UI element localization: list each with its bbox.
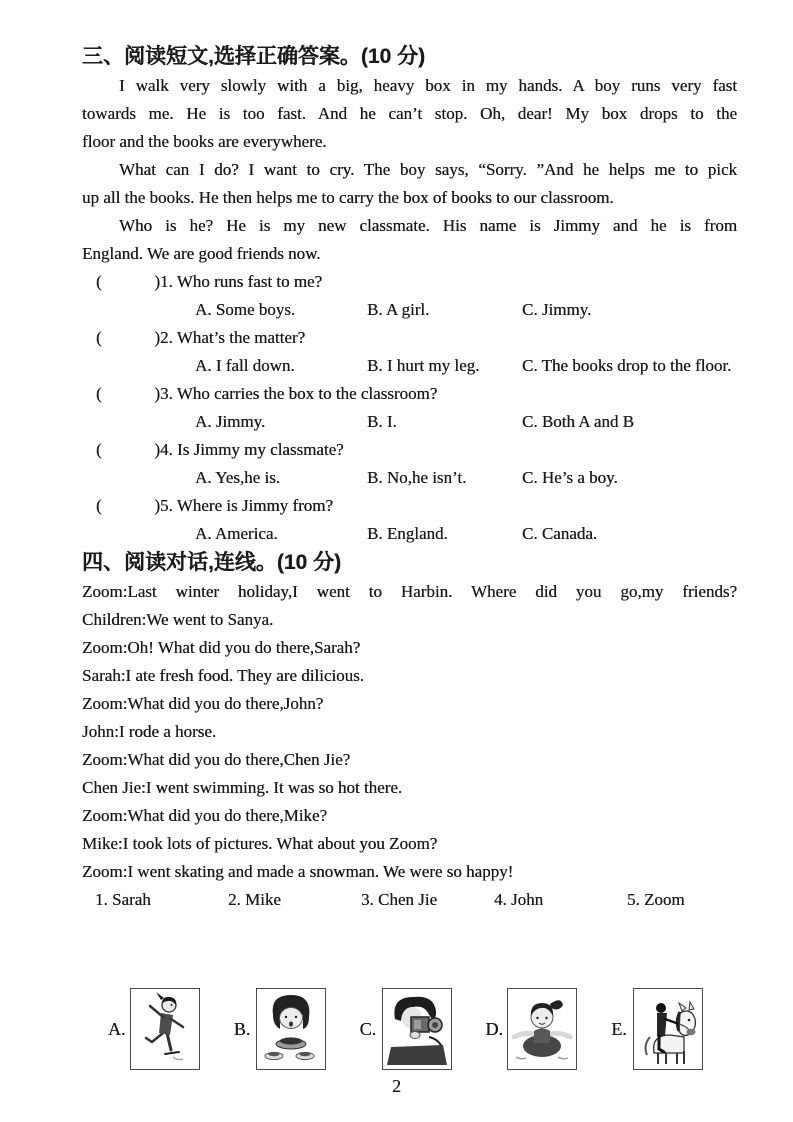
- option-b: B. I hurt my leg.: [367, 356, 480, 375]
- dialogue-line: Zoom:I went skating and made a snowman. We were so happy!: [82, 862, 514, 881]
- answer-blank: ( ): [96, 384, 160, 403]
- option-c: C. Jimmy.: [522, 300, 592, 319]
- question-text: 4. Is Jimmy my classmate?: [160, 440, 344, 459]
- question-text: 5. Where is Jimmy from?: [160, 496, 333, 515]
- option-c: C. Canada.: [522, 524, 598, 543]
- option-a: A. Jimmy.: [195, 412, 266, 431]
- picture-label-b: B.: [233, 1019, 251, 1039]
- swimming-illustration: [510, 991, 574, 1067]
- answer-blank: ( ): [96, 272, 160, 291]
- option-b: B. No,he isn’t.: [367, 468, 467, 487]
- name-mike: 2. Mike: [228, 890, 281, 909]
- options-row-4: [195, 464, 737, 492]
- options-row-1: [195, 296, 737, 324]
- ice-skating-illustration: [133, 991, 197, 1067]
- picture-box-horse: [633, 988, 703, 1070]
- passage-line: up all the books. He then helps me to carry the box of books to our classroom.: [82, 188, 614, 207]
- option-c: C. The books drop to the floor.: [522, 356, 732, 375]
- question-5: [96, 492, 737, 520]
- section3-heading: 三、阅读短文,选择正确答案。(10 分): [82, 45, 426, 68]
- page-number: 2: [392, 1076, 401, 1096]
- passage-line: towards me. He is too fast. And he can’t stop. Oh, dear! My box drops to the: [82, 104, 737, 123]
- picture-group-d: [485, 988, 611, 1070]
- picture-box-skating: [130, 988, 200, 1070]
- picture-group-c: [360, 988, 486, 1070]
- option-b: B. A girl.: [367, 300, 430, 319]
- question-text: 2. What’s the matter?: [160, 328, 306, 347]
- picture-group-b: [234, 988, 360, 1070]
- picture-box-eating: [256, 988, 326, 1070]
- answer-blank: ( ): [96, 440, 160, 459]
- option-a: A. Yes,he is.: [195, 468, 281, 487]
- picture-label-c: C.: [359, 1019, 377, 1039]
- name-chen-jie: 3. Chen Jie: [361, 890, 438, 909]
- question-1: [96, 268, 737, 296]
- option-c: C. Both A and B: [522, 412, 634, 431]
- name-sarah: 1. Sarah: [95, 890, 151, 909]
- option-b: B. England.: [367, 524, 448, 543]
- option-b: B. I.: [367, 412, 397, 431]
- passage-line: floor and the books are everywhere.: [82, 132, 327, 151]
- dialogue-line: Zoom:What did you do there,Mike?: [82, 806, 328, 825]
- dialogue-line: Zoom:Oh! What did you do there,Sarah?: [82, 638, 361, 657]
- passage-line: England. We are good friends now.: [82, 244, 321, 263]
- dialogue-line: Zoom:What did you do there,Chen Jie?: [82, 750, 351, 769]
- picture-label-d: D.: [485, 1019, 503, 1039]
- picture-box-camera: [382, 988, 452, 1070]
- dialogue-line: Children:We went to Sanya.: [82, 610, 274, 629]
- options-row-2: [195, 352, 737, 380]
- option-c: C. He’s a boy.: [522, 468, 618, 487]
- dialogue-line: John:I rode a horse.: [82, 722, 217, 741]
- dialogue-line: Sarah:I ate fresh food. They are dilicious.: [82, 666, 364, 685]
- taking-pictures-illustration: [385, 991, 449, 1067]
- answer-blank: ( ): [96, 328, 160, 347]
- passage-line: Who is he? He is my new classmate. His name is Jimmy and he is from: [119, 216, 737, 235]
- name-zoom: 5. Zoom: [627, 890, 685, 909]
- match-pictures-row: [108, 988, 737, 1070]
- question-2: [96, 324, 737, 352]
- picture-label-a: A.: [108, 1019, 126, 1039]
- option-a: A. I fall down.: [195, 356, 295, 375]
- picture-box-swimming: [507, 988, 577, 1070]
- options-row-5: [195, 520, 737, 548]
- section4-heading: 四、阅读对话,连线。(10 分): [82, 551, 342, 574]
- dialogue-line: Mike:I took lots of pictures. What about you Zoom?: [82, 834, 438, 853]
- question-text: 1. Who runs fast to me?: [160, 272, 323, 291]
- passage-line: What can I do? I want to cry. The boy says, “Sorry. ”And he helps me to pick: [119, 160, 737, 179]
- dialogue-line: Zoom:Last winter holiday,I went to Harbin. Where did you go,my friends?: [82, 582, 737, 601]
- option-a: A. Some boys.: [195, 300, 296, 319]
- dialogue-line: Chen Jie:I went swimming. It was so hot there.: [82, 778, 403, 797]
- riding-horse-illustration: [636, 991, 700, 1067]
- picture-group-a: [108, 988, 234, 1070]
- question-text: 3. Who carries the box to the classroom?: [160, 384, 438, 403]
- dialogue-line: Zoom:What did you do there,John?: [82, 694, 324, 713]
- picture-label-e: E.: [611, 1019, 627, 1039]
- eating-food-illustration: [259, 991, 323, 1067]
- passage-line: I walk very slowly with a big, heavy box in my hands. A boy runs very fast: [119, 76, 737, 95]
- name-john: 4. John: [494, 890, 544, 909]
- picture-group-e: [611, 988, 737, 1070]
- option-a: A. America.: [195, 524, 278, 543]
- question-3: [96, 380, 737, 408]
- match-names-row: [95, 886, 737, 914]
- answer-blank: ( ): [96, 496, 160, 515]
- options-row-3: [195, 408, 737, 436]
- question-4: [96, 436, 737, 464]
